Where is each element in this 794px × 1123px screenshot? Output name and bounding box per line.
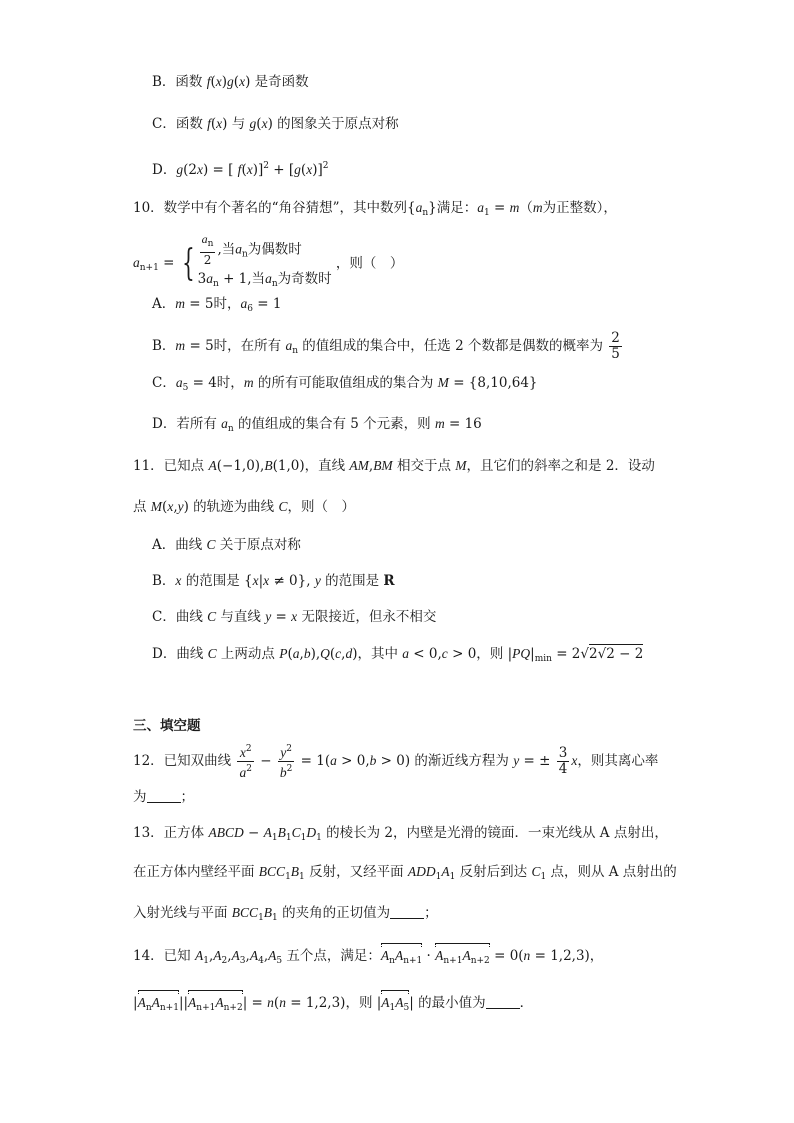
section-title: 三、填空题 [133,718,201,734]
q10-option-c: C．$a_5 = 4$时，m 的所有可能取值组成的集合为 M = {8,10,64} [152,375,538,393]
q9-option-c: C．函数 f(x) 与 g(x) 的图象关于原点对称 [152,116,399,132]
answer-blank[interactable] [390,904,424,919]
answer-blank[interactable] [486,994,520,1009]
q11-option-a: A．曲线 C 关于原点对称 [152,537,301,553]
answer-blank[interactable] [147,788,181,803]
q12-stem-line1: 12．已知双曲线 $\frac{x^2}{a^2}$ − $\frac{y^2}{b^2}$ = 1(a > 0,b > 0) 的渐近线方程为 y = ± $\frac{3}{4}$ x，则其离心率 [133,744,659,780]
q11-option-c: C．曲线 C 与直线 y = x 无限接近，但永不相交 [152,609,437,625]
q13-line3: 入射光线与平面 $BCC_1B_1$ 的夹角的正切值为 ； [133,905,438,923]
q14-line1: 14．已知 $A_1,A_2,A_3,A_4,A_5$ 五个点，满足：$A_nA_{n+1} \cdot A_{n+1}A_{n+2} = 0(n = 1,2,3)$， [133,946,603,971]
q9-option-d: D．g(2x) = [ $f(x)]^2 + [g(x)]^2$ [152,161,329,178]
q12-stem-line2: 为 ； [133,789,194,805]
q11-option-d: D．曲线 C 上两动点 P(a,b),Q(c,d)，其中 a < 0,c > 0，则 $|PQ|_{min} = 2√2√2 - 2$ [152,646,644,664]
q10-recurrence: $a_{n+1}$ = { $\frac{a_n}{2}$ ,当$a_n$为偶数时 $3a_n + 1$,当$a_n$为奇数时 ，则（ ） [133,232,404,289]
q11-stem-line1: 11．已知点 A(−1,0),B(1,0)，直线 AM,BM 相交于点 M，且它们的斜率之和是 2．设动 [133,458,655,474]
q10-option-b: B．m = 5时，在所有 $a_n$ 的值组成的集合中，任选 2 个数都是偶数的概率为 $\frac{2}{5}$ [152,330,620,362]
q13-line2: 在正方体内壁经平面 $BCC_1B_1$ 反射，又经平面 $ADD_1A_1$ 反射后到达 $C_1$ 点，则从 A 点射出的 [133,864,677,882]
q10-option-a: A．m = 5时，$a_6 = 1$ [152,296,282,314]
q11-option-b: B．x 的范围是 {x|x ≠ 0}, y 的范围是 R [152,573,395,589]
q9-option-b: B．函数 f(x)g(x) 是奇函数 [152,74,309,90]
q11-stem-line2: 点 M(x,y) 的轨迹为曲线 C，则（ ） [133,499,355,515]
q10-stem-line1: 10．数学中有个著名的“角谷猜想”，其中数列$\{a_n\}$满足：$a_1 = m(m$为正整数）， [133,200,617,218]
q14-line2: $|A_nA_{n+1}||A_{n+1}A_{n+2}| = n(n = 1,2,3)$，则 $|A_1A_5|$ 的最小值为 ． [133,993,533,1018]
q10-option-d: D．若所有 $a_n$ 的值组成的集合有 5 个元素，则 m = 16 [152,416,482,434]
q13-line1: 13．正方体 ABCD − $A_1B_1C_1D_1$ 的棱长为 2，内壁是光滑的镜面．一束光线从 A 点射出， [133,825,668,843]
